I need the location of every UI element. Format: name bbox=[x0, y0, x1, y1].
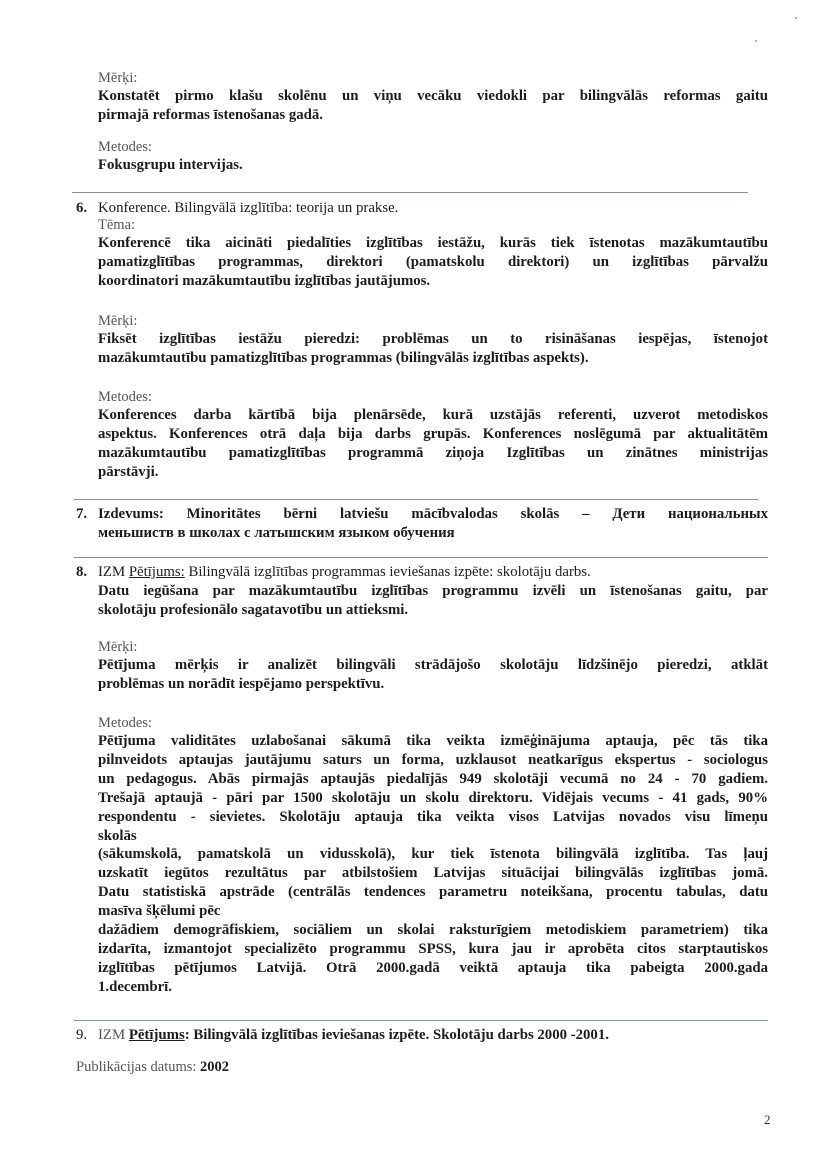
methods-label: Metodes: bbox=[98, 389, 152, 405]
item-title: Bilingvālā izglītības programmas ieviešanas izpēte: skolotāju darbs. bbox=[188, 564, 591, 580]
text-line: Konferencē tika aicināti piedalīties izglītības iestāžu, kurās tiek īstenotas mazākumtautību bbox=[98, 235, 768, 251]
text-line: skolās bbox=[98, 827, 137, 844]
methods-label: Metodes: bbox=[98, 715, 152, 731]
text-line: pirmajā reformas īstenošanas gadā. bbox=[98, 106, 323, 123]
text-line: Fiksēt izglītības iestāžu pieredzi: problēmas un to risināšanas iespējas, īstenojot bbox=[98, 331, 768, 347]
text-line: Pētījuma mērķis ir analizēt bilingvāli strādājošo skolotāju līdzšinējo pieredzi, atklāt bbox=[98, 657, 768, 673]
text-line: Izdevums: Minoritātes bērni latviešu mācībvalodas skolās – Дети национальных bbox=[98, 506, 768, 522]
item-prefix: IZM bbox=[98, 564, 126, 580]
divider bbox=[74, 1020, 768, 1021]
text-line: Pētījuma validitātes uzlabošanai sākumā tika veikta izmēģinājuma aptauja, pēc tās tika bbox=[98, 733, 768, 749]
goals-label: Mērķi: bbox=[98, 639, 138, 655]
text-line: pilnveidots aptaujas jautājumu saturs un forma, uzklausot neatkarīgus ekspertus - sociologus bbox=[98, 751, 768, 768]
text-line: Datu iegūšana par mazākumtautību izglītības programmu izvēli un īstenošanas gaitu, par bbox=[98, 583, 768, 599]
methods-text bbox=[98, 156, 768, 175]
item8-goals bbox=[98, 638, 768, 694]
goals-label: Mērķi: bbox=[98, 70, 138, 86]
text-line: Trešajā aptaujā - pāri par 1500 skolotāju un skolu direktoru. Vidējais vecums - 41 gads, 90% bbox=[98, 789, 768, 806]
text-line: dažādiem demogrāfiskiem, sociāliem un skolai raksturīgiem metodiskiem parametriem) tika bbox=[98, 922, 768, 939]
goals-text bbox=[98, 330, 768, 368]
text-line: pamatizglītības programmas, direktori (pamatskolu direktori) un izglītības pārvalžu bbox=[98, 253, 768, 270]
publication-value: 2002 bbox=[200, 1059, 230, 1075]
text-line: skolotāju profesionālo sagatavotību un attieksmi. bbox=[98, 601, 409, 618]
methods-text bbox=[98, 732, 768, 997]
item-number: 8. bbox=[76, 564, 88, 580]
list-item-7 bbox=[76, 505, 768, 543]
text-line: Konferences darba kārtībā bija plenārsēde, kurā uzstājās referenti, uzverot metodiskos bbox=[98, 407, 768, 423]
text-line: aspektus. Konferences otrā daļa bija darbs grupās. Konferences noslēgumā par aktualitātēm bbox=[98, 425, 768, 442]
item-prefix: IZM bbox=[98, 1027, 126, 1043]
text-line: un pedagogus. Abās pirmajās aptaujās piedalījās 949 skolotāji vecumā no 24 - 70 gadiem. bbox=[98, 770, 768, 787]
text-line: 1.decembrī. bbox=[98, 978, 172, 995]
text-line: меньшиств в школах с латышским языком обучения bbox=[98, 524, 455, 541]
text-line: pārstāvji. bbox=[98, 463, 159, 480]
topic-text bbox=[98, 234, 768, 291]
text-line: Fokusgrupu intervijas. bbox=[98, 157, 243, 173]
goals-text bbox=[98, 656, 768, 694]
text-line: izdarīta, izmantojot specializēto programmu SPSS, kura jau ir aprobēta citos starptautiskos bbox=[98, 940, 768, 957]
goals-label: Mērķi: bbox=[98, 313, 138, 329]
text-line: problēmas un norādīt iespējamo perspektīvu. bbox=[98, 675, 385, 692]
item-number: 6. bbox=[76, 200, 88, 216]
divider bbox=[74, 557, 768, 558]
text-line: izglītības pētījumos Latvijā. Otrā 2000.gadā veiktā aptauja tika pabeigta 2000.gada bbox=[98, 959, 768, 976]
study-link[interactable]: Pētījums: bbox=[128, 564, 185, 580]
methods-text bbox=[98, 406, 768, 482]
publication-date bbox=[76, 1059, 229, 1076]
divider bbox=[72, 192, 748, 193]
study-link[interactable]: Pētījums bbox=[128, 1027, 185, 1043]
divider bbox=[74, 499, 758, 500]
item6-goals bbox=[98, 312, 768, 368]
text-line: respondentu - sievietes. Skolotāju aptauja tika veikta visos Latvijas novados visu līmeņu bbox=[98, 808, 768, 825]
scan-speck bbox=[795, 17, 797, 19]
section5-methods bbox=[98, 138, 768, 175]
text-line: (sākumskolā, pamatskolā un vidusskolā), kur tiek īstenota bilingvālā izglītība. Tas ļauj bbox=[98, 846, 768, 863]
scan-speck bbox=[755, 40, 757, 42]
goals-text bbox=[98, 87, 768, 125]
text-line: Konstatēt pirmo klašu skolēnu un viņu vecāku viedokli par bilingvālās reformas gaitu bbox=[98, 88, 768, 104]
text-line: masīva šķēlumi pēc bbox=[98, 903, 221, 920]
publication-label: Publikācijas datums: bbox=[76, 1059, 197, 1075]
section5-goals bbox=[98, 69, 768, 125]
text-line: koordinatori mazākumtautību izglītības jautājumos. bbox=[98, 272, 431, 289]
list-item-9 bbox=[76, 1026, 768, 1045]
text-line: mazākumtautību pamatizglītības programmas (bilingvālās izglītības aspekts). bbox=[98, 349, 589, 366]
item-number: 7. bbox=[76, 506, 88, 522]
description-text bbox=[98, 582, 768, 620]
item6-methods bbox=[98, 388, 768, 482]
topic-label: Tēma: bbox=[98, 217, 136, 233]
item8-description bbox=[98, 582, 768, 620]
text-line: uzskatīt iegūtos rezultātus par atbilstošiem Latvijas situācijai bilingvālās izglītības jomā. bbox=[98, 865, 768, 882]
page-number: 2 bbox=[764, 1112, 771, 1127]
item8-methods bbox=[98, 714, 768, 997]
text-line: Datu statistiskā apstrāde (centrālās tendences parametru noteikšana, procentu tabulas, datu bbox=[98, 884, 768, 901]
item-title: : Bilingvālā izglītības ieviešanas izpēte. Skolotāju darbs 2000 -2001. bbox=[184, 1027, 609, 1043]
item-number: 9. bbox=[76, 1027, 88, 1043]
list-item-8 bbox=[76, 563, 768, 582]
text-line: mazākumtautību pamatizglītības programmā ziņoja Izglītības un zinātnes ministrijas bbox=[98, 444, 768, 461]
methods-label: Metodes: bbox=[98, 139, 152, 155]
item-title: Konference. Bilingvālā izglītība: teorija un prakse. bbox=[98, 200, 399, 216]
item6-topic bbox=[98, 216, 768, 291]
